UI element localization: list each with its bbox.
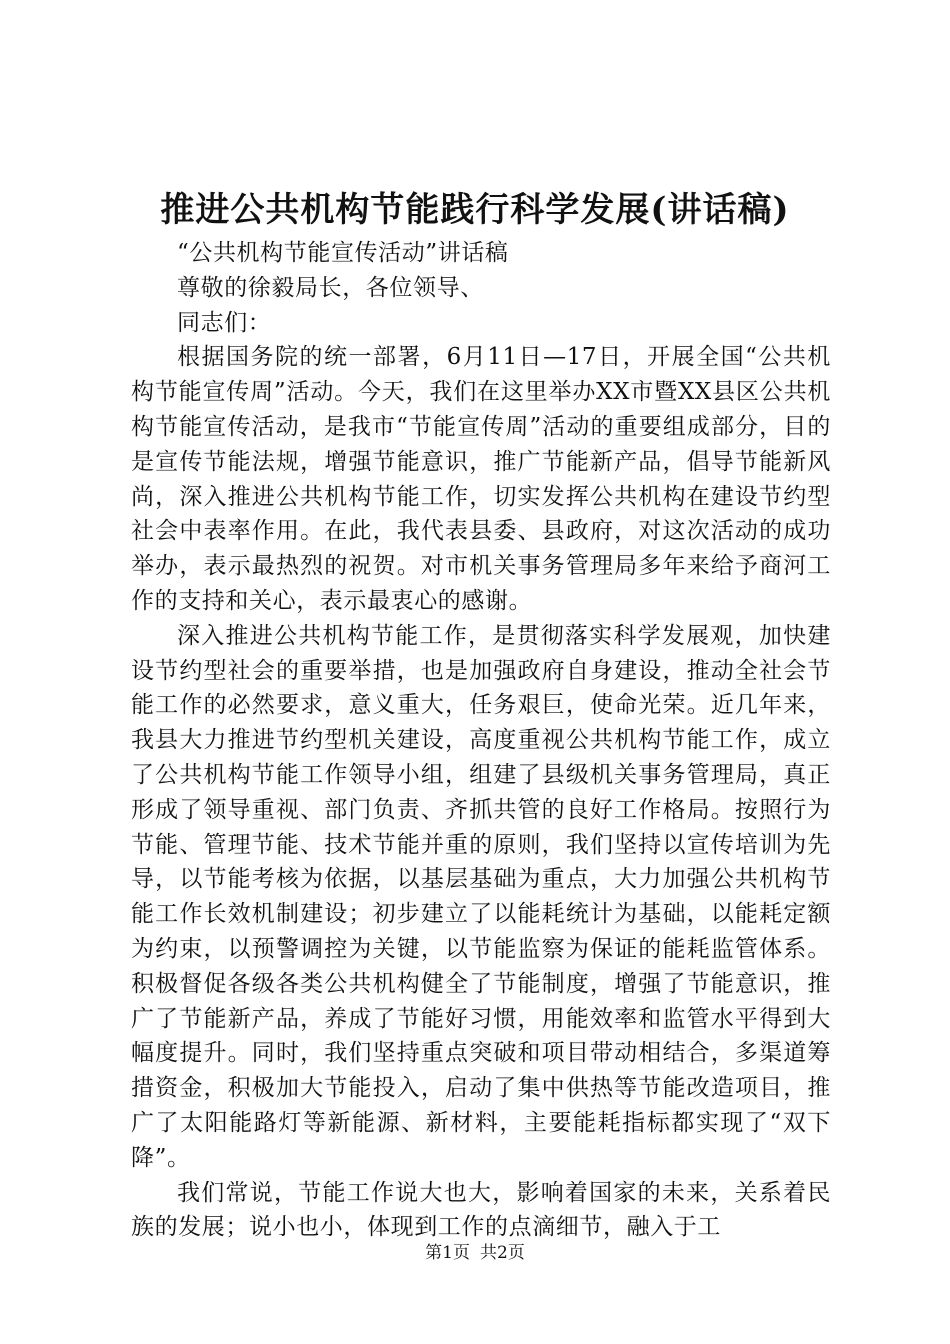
body-paragraph: 深入推进公共机构节能工作，是贯彻落实科学发展观，加快建设节约型社会的重要举措，也是加强政府自身建设，推动全社会节能工作的必然要求，意义重大，任务艰巨，使命光荣。近几年来，我县大力推进节约型机关建设，高度重视公共机构节能工作，成立了公共机构节能工作领导小组，组建了县级机关事务管理局，真正形成了领导重视、部门负责、齐抓共管的良好工作格局。按照行为节能、管理节能、技术节能并重的原则，我们坚持以宣传培训为先导，以节能考核为依据，以基层基础为重点，大力加强公共机构节能工作长效机制建设；初步建立了以能耗统计为基础，以能耗定额为约束，以预警调控为关键，以节能监察为保证的能耗监管体系。积极督促各级各类公共机构健全了节能制度，增强了节能意识，推广了节能新产品，养成了节能好习惯，用能效率和监管水平得到大幅度提升。同时，我们坚持重点突破和项目带动相结合，多渠道筹措资金，积极加大节能投入，启动了集中供热等节能改造项目，推广了太阳能路灯等新能源、新材料，主要能耗指标都实现了“双下降”。 xyxy=(131,622,831,1171)
page-footer xyxy=(0,1242,950,1264)
document-title: 推进公共机构节能践行科学发展(讲话稿) xyxy=(160,190,790,230)
salutation-line: 尊敬的徐毅局长，各位领导、 xyxy=(177,274,484,301)
body-paragraph: 我们常说，节能工作说大也大，影响着国家的未来，关系着民族的发展；说小也小，体现到工作的点滴细节，融入于工 xyxy=(131,1179,831,1241)
page-total: 共2页 xyxy=(480,1243,525,1263)
document-body xyxy=(131,236,831,1245)
speech-subtitle: “公共机构节能宣传活动”讲话稿 xyxy=(177,240,509,266)
page-number: 第1页 xyxy=(425,1243,470,1263)
salutation-line: 同志们： xyxy=(177,309,272,336)
body-paragraph: 根据国务院的统一部署，6月11日—17日，开展全国“公共机构节能宣传周”活动。今天，我们在这里举办XX市暨XX县区公共机构节能宣传活动，是我市“节能宣传周”活动的重要组成部分，目的是宣传节能法规，增强节能意识，推广节能新产品，倡导节能新风尚，深入推进公共机构节能工作，切实发挥公共机构在建设节约型社会中表率作用。在此，我代表县委、县政府，对这次活动的成功举办，表示最热烈的祝贺。对市机关事务管理局多年来给予商河工作的支持和关心，表示最衷心的感谢。 xyxy=(131,344,831,614)
